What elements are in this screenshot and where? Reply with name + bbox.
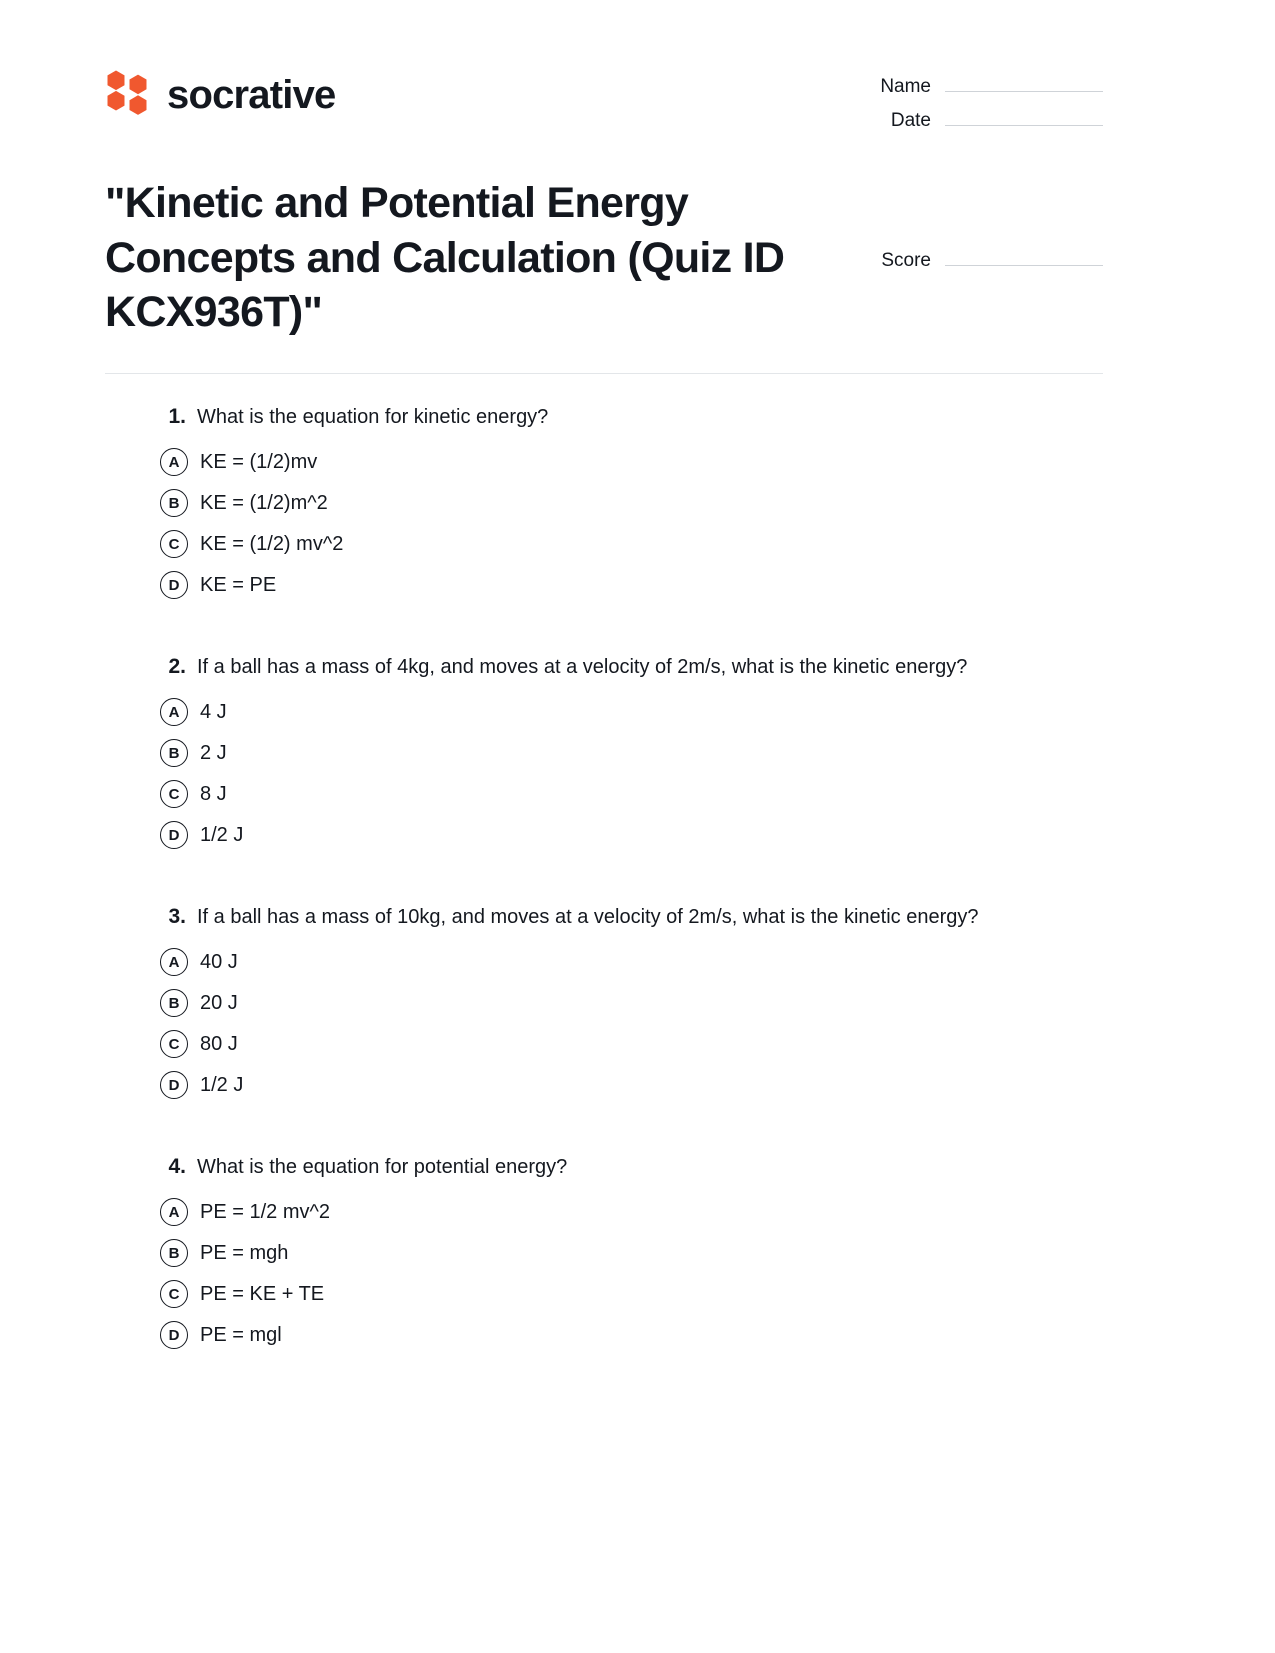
answer-text: KE = (1/2) mv^2 — [200, 533, 344, 556]
answer-options — [160, 1192, 1170, 1356]
answer-option[interactable] — [160, 692, 1170, 733]
question-number: 2. — [168, 654, 186, 678]
question-header — [160, 1154, 1170, 1181]
answer-options — [160, 692, 1170, 856]
question-item — [160, 654, 1170, 856]
answer-options — [160, 442, 1170, 606]
answer-bubble[interactable]: A — [160, 698, 188, 726]
name-input-line[interactable] — [945, 74, 1103, 92]
answer-option[interactable] — [160, 1315, 1170, 1356]
answer-bubble[interactable]: C — [160, 530, 188, 558]
date-label: Date — [890, 110, 931, 131]
question-number: 4. — [168, 1154, 186, 1178]
answer-option[interactable] — [160, 1024, 1170, 1065]
answer-text: 40 J — [200, 951, 238, 974]
question-text: If a ball has a mass of 10kg, and moves at a velocity of 2m/s, what is the kinetic energy? — [197, 905, 979, 928]
four-hexagons-logo-icon — [105, 70, 151, 120]
answer-option[interactable] — [160, 983, 1170, 1024]
question-item — [160, 904, 1170, 1106]
title-block — [0, 142, 1275, 340]
answer-bubble[interactable]: D — [160, 1321, 188, 1349]
answer-option[interactable] — [160, 1192, 1170, 1233]
question-header — [160, 654, 1170, 681]
answer-option[interactable] — [160, 774, 1170, 815]
answer-bubble[interactable]: A — [160, 1198, 188, 1226]
name-field-row — [841, 74, 1103, 98]
question-text: What is the equation for potential energy? — [197, 1155, 568, 1178]
answer-text: 2 J — [200, 742, 227, 765]
question-header — [160, 904, 1170, 931]
answer-text: PE = KE + TE — [200, 1283, 325, 1306]
answer-option[interactable] — [160, 815, 1170, 856]
answer-option[interactable] — [160, 1065, 1170, 1106]
answer-option[interactable] — [160, 442, 1170, 483]
answer-bubble[interactable]: C — [160, 1030, 188, 1058]
score-label: Score — [881, 250, 931, 271]
answer-bubble[interactable]: A — [160, 448, 188, 476]
score-input-line[interactable] — [945, 248, 1103, 266]
answer-text: 8 J — [200, 783, 227, 806]
answer-bubble[interactable]: C — [160, 1280, 188, 1308]
answer-option[interactable] — [160, 483, 1170, 524]
answer-option[interactable] — [160, 942, 1170, 983]
answer-text: 1/2 J — [200, 1074, 244, 1097]
answer-text: KE = (1/2)m^2 — [200, 492, 328, 515]
answer-bubble[interactable]: B — [160, 989, 188, 1017]
answer-text: 4 J — [200, 701, 227, 724]
question-item — [160, 1154, 1170, 1356]
student-meta-fields — [841, 60, 1103, 142]
answer-bubble[interactable]: D — [160, 821, 188, 849]
answer-options — [160, 942, 1170, 1106]
question-header — [160, 404, 1170, 431]
date-input-line[interactable] — [945, 108, 1103, 126]
answer-bubble[interactable]: C — [160, 780, 188, 808]
question-number: 3. — [168, 904, 186, 928]
answer-option[interactable] — [160, 733, 1170, 774]
page-title: "Kinetic and Potential Energy Concepts and Calculation (Quiz ID KCX936T)" — [105, 179, 785, 337]
question-item — [160, 404, 1170, 606]
question-number: 1. — [168, 404, 186, 428]
score-field-wrap — [841, 176, 1103, 272]
answer-bubble[interactable]: D — [160, 1071, 188, 1099]
page-header — [0, 0, 1275, 142]
answer-option[interactable] — [160, 1233, 1170, 1274]
score-field-row — [841, 248, 1103, 272]
name-label: Name — [880, 76, 931, 97]
answer-bubble[interactable]: B — [160, 1239, 188, 1267]
date-field-row — [841, 108, 1103, 132]
questions-list — [0, 374, 1275, 1356]
answer-text: PE = mgl — [200, 1324, 282, 1347]
answer-bubble[interactable]: A — [160, 948, 188, 976]
answer-option[interactable] — [160, 524, 1170, 565]
answer-bubble[interactable]: D — [160, 571, 188, 599]
answer-bubble[interactable]: B — [160, 489, 188, 517]
question-text: What is the equation for kinetic energy? — [197, 405, 549, 428]
question-text: If a ball has a mass of 4kg, and moves at a velocity of 2m/s, what is the kinetic energy? — [197, 655, 968, 678]
answer-bubble[interactable]: B — [160, 739, 188, 767]
answer-option[interactable] — [160, 565, 1170, 606]
socrative-logo — [105, 60, 335, 120]
answer-option[interactable] — [160, 1274, 1170, 1315]
answer-text: 20 J — [200, 992, 238, 1015]
answer-text: KE = PE — [200, 574, 277, 597]
answer-text: PE = mgh — [200, 1242, 289, 1265]
answer-text: 1/2 J — [200, 824, 244, 847]
answer-text: KE = (1/2)mv — [200, 451, 318, 474]
answer-text: 80 J — [200, 1033, 238, 1056]
brand-wordmark: socrative — [167, 73, 336, 117]
answer-text: PE = 1/2 mv^2 — [200, 1201, 330, 1224]
